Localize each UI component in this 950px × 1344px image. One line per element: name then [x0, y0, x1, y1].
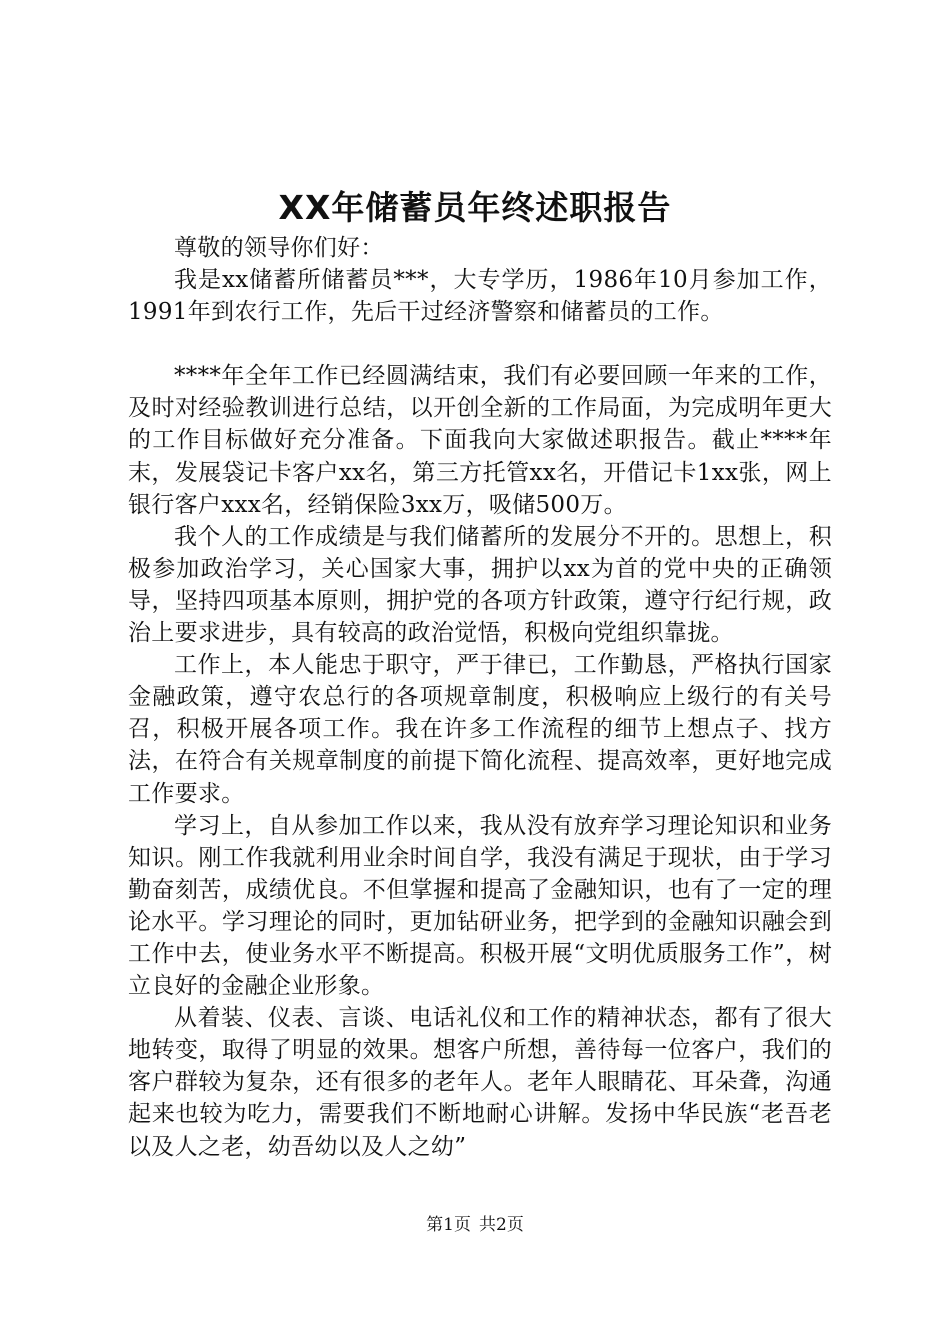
- ideology-paragraph: 我个人的工作成绩是与我们储蓄所的发展分不开的。思想上，积极参加政治学习，关心国家大事，拥护以xx为首的党中央的正确领导，坚持四项基本原则，拥护党的各项方针政策，遵守行纪行规，政治上要求进步，具有较高的政治觉悟，积极向党组织靠拢。: [128, 523, 832, 647]
- page-number: 第1页: [426, 1215, 471, 1235]
- page-total: 共2页: [479, 1215, 524, 1235]
- work-paragraph: 工作上，本人能忠于职守，严于律已，工作勤恳，严格执行国家金融政策，遵守农总行的各项规章制度，积极响应上级行的有关号召，积极开展各项工作。我在许多工作流程的细节上想点子、找方法，在符合有关规章制度的前提下简化流程、提高效率，更好地完成工作要求。: [128, 652, 832, 807]
- document-title: XX年储蓄员年终述职报告: [278, 188, 672, 227]
- summary-paragraph: ****年全年工作已经圆满结束，我们有必要回顾一年来的工作，及时对经验教训进行总结，以开创全新的工作局面，为完成明年更大的工作目标做好充分准备。下面我向大家做述职报告。截止****年末，发展袋记卡客户xx名，第三方托管xx名，开借记卡1xx张，网上银行客户xxx名，经销保险3xx万，吸储500万。: [128, 363, 832, 518]
- salutation-paragraph: 尊敬的领导你们好：: [174, 235, 384, 261]
- page-footer: [0, 1213, 950, 1237]
- study-paragraph: 学习上，自从参加工作以来，我从没有放弃学习理论知识和业务知识。刚工作我就利用业余时间自学，我没有满足于现状，由于学习勤奋刻苦，成绩优良。不但掌握和提高了金融知识，也有了一定的理论水平。学习理论的同时，更加钻研业务，把学到的金融知识融会到工作中去，使业务水平不断提高。积极开展“文明优质服务工作”，树立良好的金融企业形象。: [128, 812, 832, 1000]
- intro-paragraph: 我是xx储蓄所储蓄员***，大专学历，1986年10月参加工作，1991年到农行工作，先后干过经济警察和储蓄员的工作。: [128, 267, 832, 326]
- document-body: [128, 232, 832, 1163]
- service-paragraph: 从着装、仪表、言谈、电话礼仪和工作的精神状态，都有了很大地转变，取得了明显的效果。想客户所想，善待每一位客户，我们的客户群较为复杂，还有很多的老年人。老年人眼睛花、耳朵聋，沟通起来也较为吃力，需要我们不断地耐心讲解。发扬中华民族“老吾老以及人之老，幼吾幼以及人之幼”: [128, 1005, 832, 1160]
